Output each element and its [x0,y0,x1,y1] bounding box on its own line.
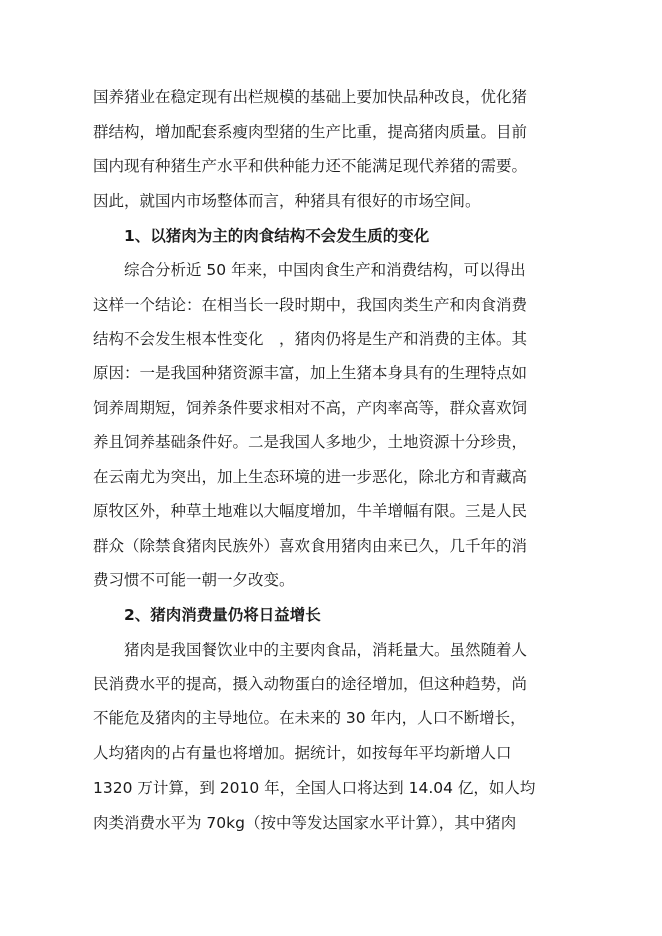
paragraph-line: 结构不会发生根本性变化 ，猪肉仍将是生产和消费的主体。其 [93,330,528,348]
paragraph-line: 原牧区外，种草土地难以大幅度增加，牛羊增幅有限。三是人民 [93,502,528,520]
paragraph-line: 人均猪肉的占有量也将增加。据统计，如按每年平均新增人口 [93,744,512,762]
paragraph-line: 民消费水平的提高，摄入动物蛋白的途径增加，但这种趋势，尚 [93,675,528,693]
paragraph-line: 肉类消费水平为 70kg（按中等发达国家水平计算），其中猪肉 [93,814,517,832]
paragraph-line: 不能危及猪肉的主导地位。在未来的 30 年内，人口不断增长， [93,709,526,727]
paragraph-line: 国养猪业在稳定现有出栏规模的基础上要加快品种改良，优化猪 [93,88,528,106]
paragraph-line: 这样一个结论：在相当长一段时期中，我国肉类生产和肉食消费 [93,296,528,314]
paragraph-line: 猪肉是我国餐饮业中的主要肉食品，消耗量大。虽然随着人 [124,641,528,659]
paragraph-line: 饲养周期短，饲养条件要求相对不高，产肉率高等，群众喜欢饲 [93,399,528,417]
paragraph-line: 原因：一是我国种猪资源丰富，加上生猪本身具有的生理特点如 [93,364,528,382]
section-heading: 2、猪肉消费量仍将日益增长 [124,606,321,624]
paragraph-line: 因此，就国内市场整体而言，种猪具有很好的市场空间。 [93,192,481,210]
paragraph-line: 养且饲养基础条件好。二是我国人多地少，土地资源十分珍贵， [93,433,528,451]
paragraph-line: 群结构，增加配套系瘦肉型猪的生产比重，提高猪肉质量。目前 [93,123,528,141]
paragraph-line: 群众（除禁食猪肉民族外）喜欢食用猪肉由来已久，几千年的消 [93,537,528,555]
paragraph-line: 综合分析近 50 年来，中国肉食生产和消费结构，可以得出 [124,261,526,279]
paragraph-line: 费习惯不可能一朝一夕改变。 [93,571,295,589]
paragraph-line: 国内现有种猪生产水平和供种能力还不能满足现代养猪的需要。 [93,157,528,175]
paragraph-line: 1320 万计算，到 2010 年，全国人口将达到 14.04 亿，如人均 [93,779,536,797]
section-heading: 1、以猪肉为主的肉食结构不会发生质的变化 [124,227,430,245]
paragraph-line: 在云南尤为突出，加上生态环境的进一步恶化，除北方和青藏高 [93,468,528,486]
